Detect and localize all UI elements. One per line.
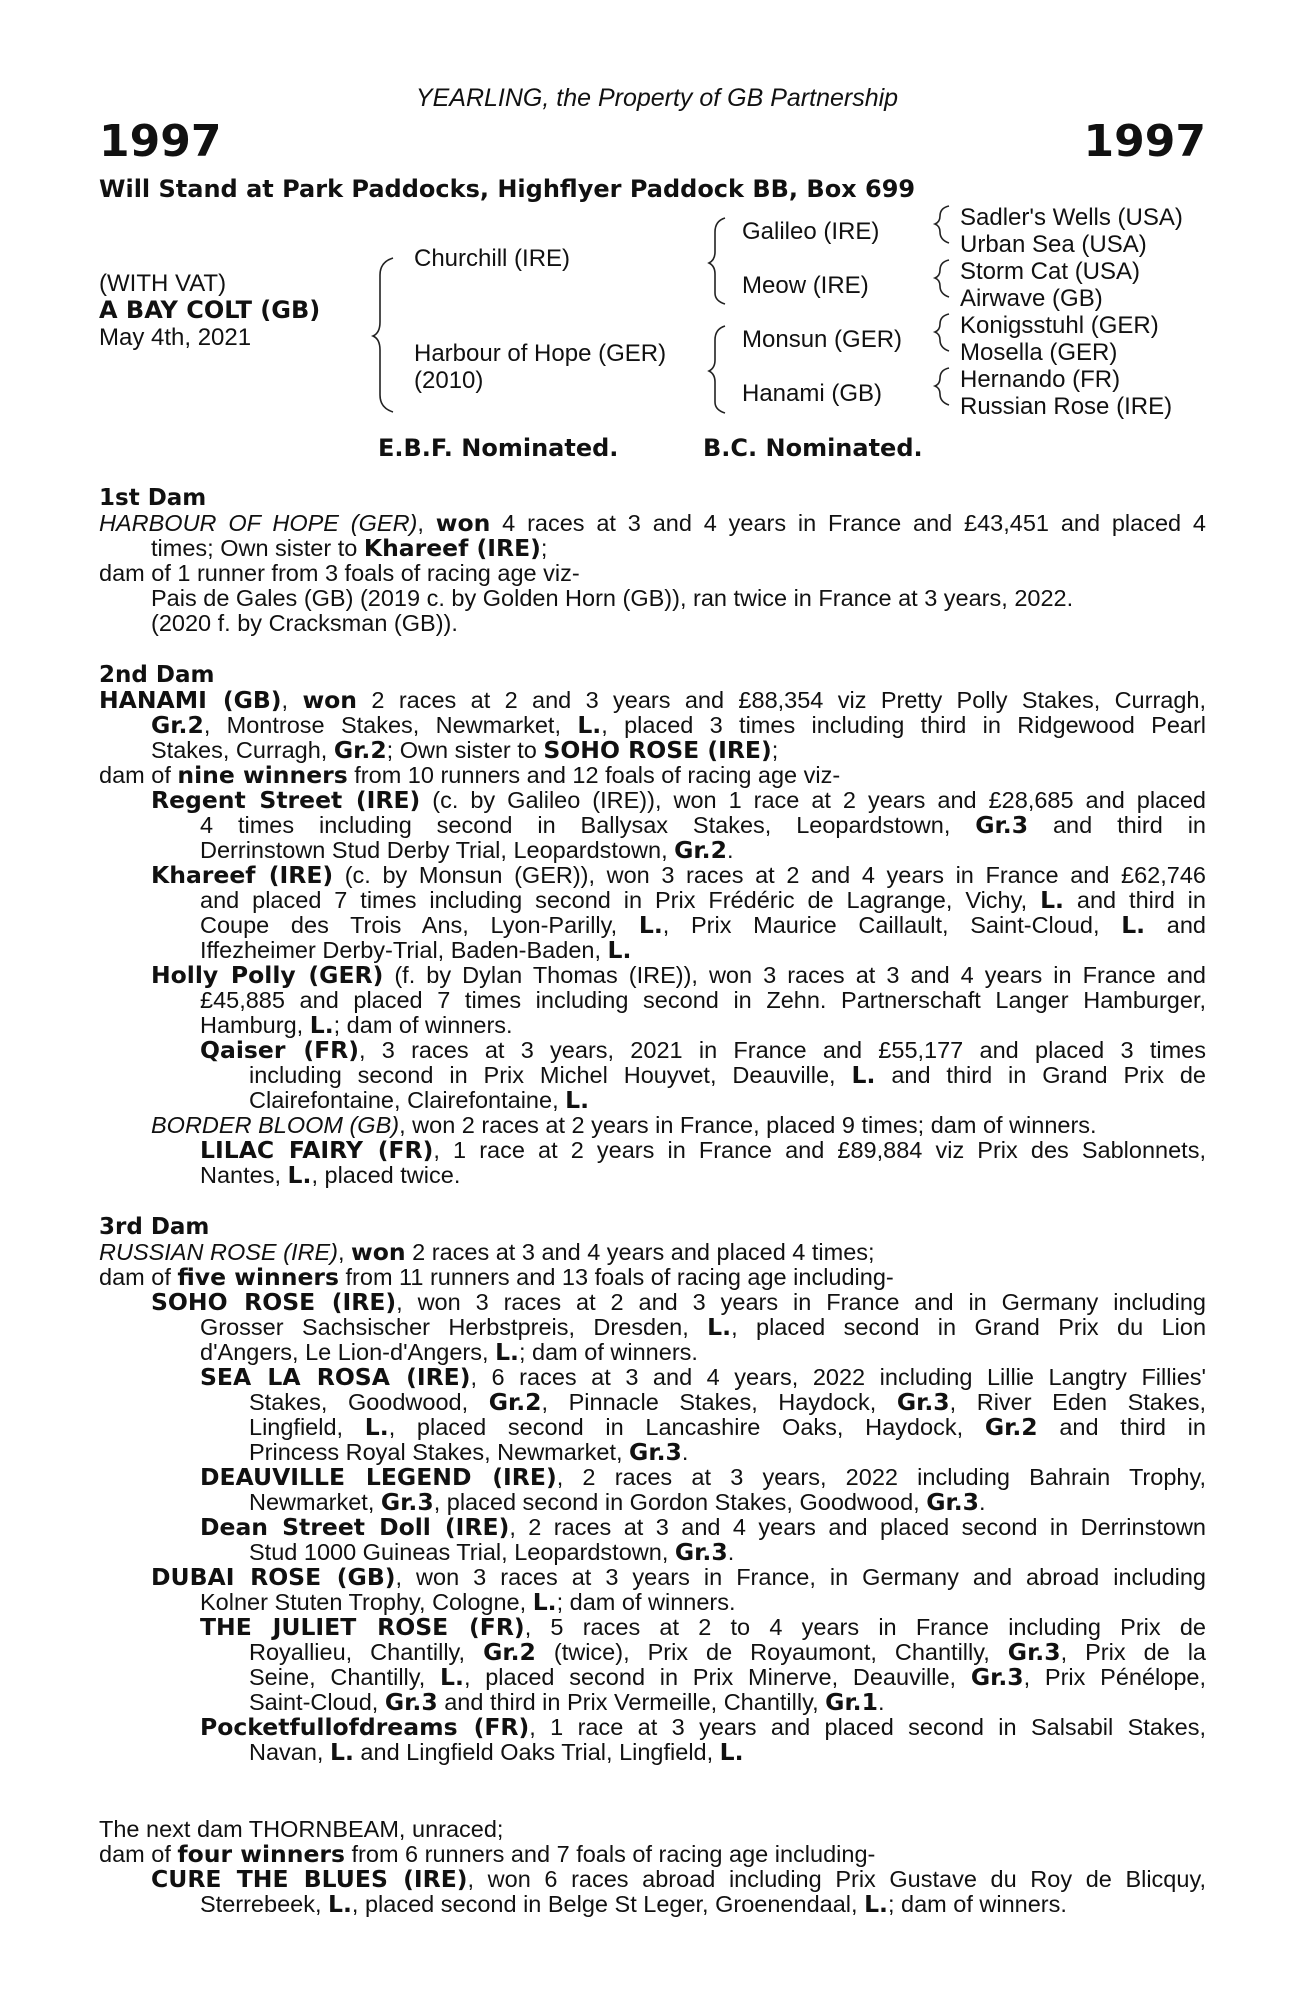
third-dam-line: Stakes, Goodwood, Gr.2, Pinnacle Stakes, Haydock, Gr.3, River Eden Stakes,	[249, 1388, 1206, 1416]
first-dam-line: HARBOUR OF HOPE (GER), won 4 races at 3 and 4 years in France and £43,451 and placed 4	[99, 509, 1207, 537]
great-grandparent-3: Storm Cat (USA)	[960, 258, 1141, 285]
second-dam-line: including second in Prix Michel Houyvet, Deauville, L. and third in Grand Prix de	[249, 1061, 1206, 1089]
next-dam-line: The next dam THORNBEAM, unraced;	[99, 1816, 504, 1842]
third-dam-line: RUSSIAN ROSE (IRE), won 2 races at 3 and 4 years and placed 4 times;	[99, 1238, 875, 1266]
sire: Churchill (IRE)	[414, 245, 571, 272]
second-dam-line: £45,885 and placed 7 times including second in Zehn. Partnerschaft Langer Hamburger,	[200, 987, 1206, 1013]
great-grandparent-7: Hernando (FR)	[960, 366, 1121, 393]
grandsire-2: Monsun (GER)	[742, 326, 903, 353]
second-dam-heading: 2nd Dam	[99, 662, 215, 688]
second-dam-line: Coupe des Trois Ans, Lyon-Parilly, L., Prix Maurice Caillault, Saint-Cloud, L. and	[200, 911, 1206, 939]
third-dam-line: Kolner Stuten Trophy, Cologne, L.; dam of winners.	[200, 1588, 736, 1616]
second-dam-line: LILAC FAIRY (FR), 1 race at 2 years in France and £89,884 viz Prix des Sablonnets,	[200, 1136, 1206, 1164]
third-dam-line: Stud 1000 Guineas Trial, Leopardstown, Gr.3.	[249, 1538, 735, 1566]
third-dam-line: DUBAI ROSE (GB), won 3 races at 3 years in France, in Germany and abroad including	[151, 1563, 1206, 1591]
second-dam-line: and placed 7 times including second in Prix Frédéric de Lagrange, Vichy, L. and third in	[200, 886, 1206, 914]
great-grandparent-6: Mosella (GER)	[960, 339, 1118, 366]
ebf-nomination: E.B.F. Nominated.	[378, 434, 619, 462]
third-dam-line: Lingfield, L., placed second in Lancashire Oaks, Haydock, Gr.2 and third in	[249, 1413, 1206, 1441]
first-dam-heading: 1st Dam	[99, 485, 207, 511]
great-grandparent-5: Konigsstuhl (GER)	[960, 312, 1159, 339]
second-dam-line: Qaiser (FR), 3 races at 3 years, 2021 in France and £55,177 and placed 3 times	[200, 1036, 1207, 1064]
third-dam-line: Princess Royal Stakes, Newmarket, Gr.3.	[249, 1438, 689, 1466]
dam-name: Harbour of Hope (GER)	[414, 340, 667, 367]
vat-note: (WITH VAT)	[99, 270, 227, 297]
granddam-1: Meow (IRE)	[742, 272, 869, 299]
catalogue-subtitle: YEARLING, the Property of GB Partnership	[415, 84, 899, 112]
lot-number-right: 1997	[1083, 116, 1206, 167]
second-dam-line: BORDER BLOOM (GB), won 2 races at 2 years in France, placed 9 times; dam of winners.	[151, 1112, 1097, 1138]
first-dam-line: times; Own sister to Khareef (IRE);	[151, 534, 548, 562]
second-dam-line: Regent Street (IRE) (c. by Galileo (IRE)), won 1 race at 2 years and £28,685 and placed	[151, 786, 1206, 814]
first-dam-line: (2020 f. by Cracksman (GB)).	[151, 610, 458, 636]
third-dam-line: Dean Street Doll (IRE), 2 races at 3 and 4 years and placed second in Derrinstown	[200, 1513, 1206, 1541]
third-dam-heading: 3rd Dam	[99, 1214, 210, 1240]
bc-nomination: B.C. Nominated.	[703, 434, 923, 462]
third-dam-line: Seine, Chantilly, L., placed second in Prix Minerve, Deauville, Gr.3, Prix Pénélope,	[249, 1663, 1206, 1691]
third-dam-line: SEA LA ROSA (IRE), 6 races at 3 and 4 years, 2022 including Lillie Langtry Fillies'	[200, 1363, 1207, 1391]
second-dam-line: Stakes, Curragh, Gr.2; Own sister to SOHO ROSE (IRE);	[151, 736, 779, 764]
great-grandparent-4: Airwave (GB)	[960, 285, 1103, 312]
third-dam-line: THE JULIET ROSE (FR), 5 races at 2 to 4 years in France including Prix de	[200, 1613, 1207, 1641]
first-dam-line: dam of 1 runner from 3 foals of racing age viz-	[99, 560, 580, 586]
first-dam-line: Pais de Gales (GB) (2019 c. by Golden Horn (GB)), ran twice in France at 3 years, 2022.	[151, 585, 1074, 611]
great-grandparent-1: Sadler's Wells (USA)	[960, 204, 1183, 231]
great-grandparent-8: Russian Rose (IRE)	[960, 393, 1173, 420]
second-dam-line: Holly Polly (GER) (f. by Dylan Thomas (IRE)), won 3 races at 3 and 4 years in France and	[151, 961, 1206, 989]
second-dam-line: Gr.2, Montrose Stakes, Newmarket, L., placed 3 times including third in Ridgewood Pearl	[151, 711, 1206, 739]
great-grandparent-2: Urban Sea (USA)	[960, 231, 1147, 258]
next-dam-line: CURE THE BLUES (IRE), won 6 races abroad including Prix Gustave du Roy de Blicquy,	[151, 1865, 1206, 1893]
dam-year: (2010)	[414, 367, 484, 394]
second-dam-line: dam of nine winners from 10 runners and 12 foals of racing age viz-	[99, 761, 841, 789]
second-dam-line: Hamburg, L.; dam of winners.	[200, 1011, 513, 1039]
second-dam-line: 4 times including second in Ballysax Stakes, Leopardstown, Gr.3 and third in	[200, 811, 1206, 839]
third-dam-line: Navan, L. and Lingfield Oaks Trial, Lingfield, L.	[249, 1738, 744, 1766]
horse-name: A BAY COLT (GB)	[99, 296, 321, 324]
lot-number-left: 1997	[99, 116, 222, 167]
third-dam-line: dam of five winners from 11 runners and 13 foals of racing age including-	[99, 1263, 894, 1291]
second-dam-line: Iffezheimer Derby-Trial, Baden-Baden, L.	[200, 936, 632, 964]
horse-dob: May 4th, 2021	[99, 324, 252, 351]
third-dam-line: SOHO ROSE (IRE), won 3 races at 2 and 3 years in France and in Germany including	[151, 1288, 1206, 1316]
third-dam-line: Saint-Cloud, Gr.3 and third in Prix Vermeille, Chantilly, Gr.1.	[249, 1688, 885, 1716]
third-dam-line: DEAUVILLE LEGEND (IRE), 2 races at 3 years, 2022 including Bahrain Trophy,	[200, 1463, 1206, 1491]
third-dam-line: d'Angers, Le Lion-d'Angers, L.; dam of winners.	[200, 1338, 698, 1366]
third-dam-line: Royallieu, Chantilly, Gr.2 (twice), Prix de Royaumont, Chantilly, Gr.3, Prix de la	[249, 1638, 1206, 1666]
next-dam-line: Sterrebeek, L., placed second in Belge St Leger, Groenendaal, L.; dam of winners.	[200, 1890, 1067, 1918]
stabling-location: Will Stand at Park Paddocks, Highflyer Paddock BB, Box 699	[99, 175, 916, 203]
third-dam-line: Grosser Sachsischer Herbstpreis, Dresden, L., placed second in Grand Prix du Lion	[200, 1313, 1207, 1341]
third-dam-line: Pocketfullofdreams (FR), 1 race at 3 years and placed second in Salsabil Stakes,	[200, 1713, 1206, 1741]
second-dam-line: Nantes, L., placed twice.	[200, 1161, 461, 1189]
granddam-2: Hanami (GB)	[742, 380, 883, 407]
second-dam-line: HANAMI (GB), won 2 races at 2 and 3 years and £88,354 viz Pretty Polly Stakes, Curragh,	[99, 686, 1207, 714]
third-dam-line: Newmarket, Gr.3, placed second in Gordon Stakes, Goodwood, Gr.3.	[249, 1488, 986, 1516]
second-dam-line: Khareef (IRE) (c. by Monsun (GER)), won 3 races at 2 and 4 years in France and £62,746	[151, 861, 1206, 889]
second-dam-line: Derrinstown Stud Derby Trial, Leopardstown, Gr.2.	[200, 836, 734, 864]
second-dam-line: Clairefontaine, Clairefontaine, L.	[249, 1086, 590, 1114]
grandsire-1: Galileo (IRE)	[742, 218, 880, 245]
next-dam-line: dam of four winners from 6 runners and 7 foals of racing age including-	[99, 1840, 876, 1868]
